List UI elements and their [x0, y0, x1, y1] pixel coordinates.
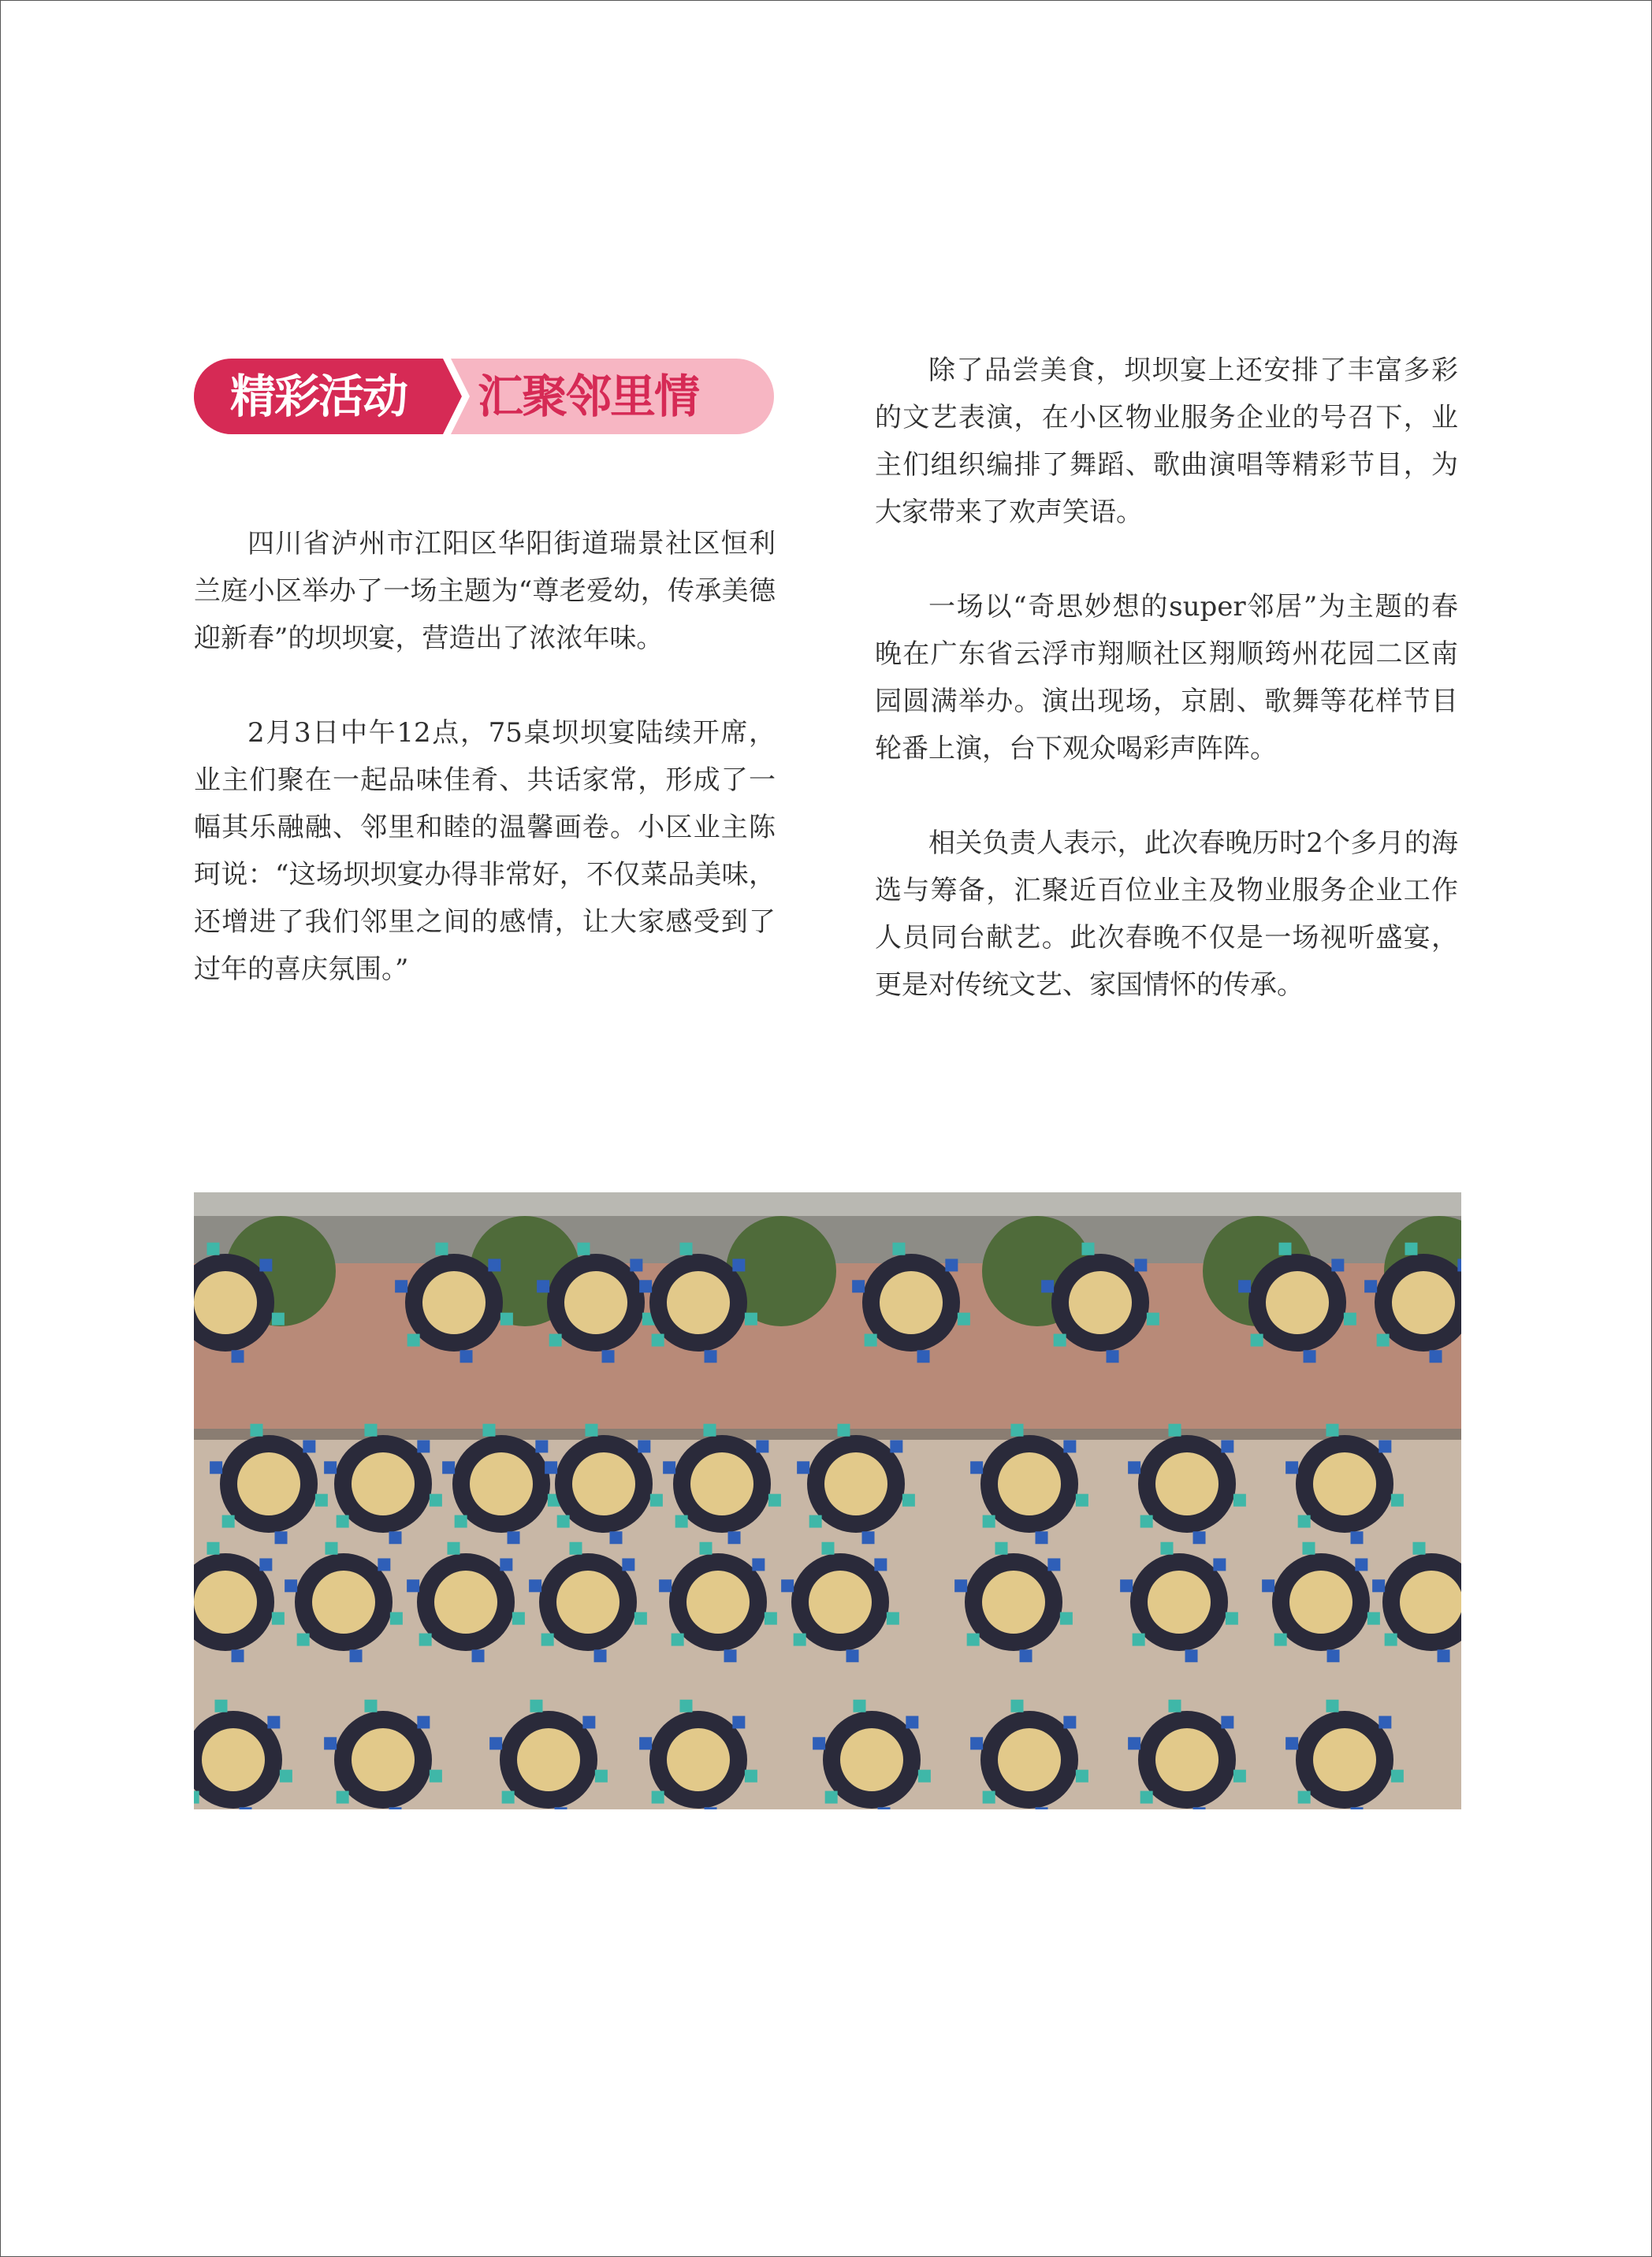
stool — [634, 1612, 647, 1625]
stool — [325, 1542, 337, 1555]
round-table — [556, 1571, 620, 1634]
stool — [324, 1461, 337, 1474]
stool — [705, 1807, 717, 1809]
stool — [250, 1424, 262, 1437]
stool — [675, 1515, 688, 1528]
paragraph: 四川省泸州市江阳区华阳街道瑞景社区恒利兰庭小区举办了一场主题为“尊老爱幼，传承美德迎新春”的坝坝宴，营造出了浓浓年味。 — [194, 528, 776, 654]
round-table — [880, 1271, 943, 1334]
stool — [846, 1649, 859, 1662]
stool — [622, 1558, 634, 1571]
round-table — [202, 1728, 265, 1791]
stool — [1020, 1649, 1032, 1662]
stool — [1304, 1350, 1316, 1363]
stool — [1251, 1334, 1263, 1347]
stool — [557, 1515, 570, 1528]
round-table — [824, 1452, 887, 1515]
round-table — [1313, 1452, 1376, 1515]
stool — [1193, 1531, 1206, 1544]
stool — [781, 1579, 794, 1592]
stool — [508, 1531, 520, 1544]
stool — [460, 1350, 473, 1363]
stool — [745, 1313, 757, 1326]
round-table — [194, 1271, 257, 1334]
stool — [1010, 1700, 1023, 1712]
stool — [1041, 1280, 1054, 1292]
stool — [502, 1791, 515, 1804]
stool — [1367, 1612, 1380, 1625]
stool — [699, 1542, 712, 1555]
stool — [1128, 1737, 1140, 1749]
stool — [983, 1791, 995, 1804]
stool — [1355, 1558, 1367, 1571]
stool — [650, 1494, 663, 1507]
stool — [652, 1791, 664, 1804]
stool — [954, 1579, 967, 1592]
stool — [745, 1770, 757, 1783]
stool — [545, 1461, 557, 1474]
stool — [214, 1700, 227, 1712]
stool — [419, 1634, 432, 1646]
stool — [639, 1280, 652, 1292]
stool — [703, 1424, 716, 1437]
round-table — [809, 1571, 872, 1634]
stool — [417, 1440, 430, 1452]
stool — [821, 1542, 834, 1555]
stool — [482, 1424, 495, 1437]
stool — [472, 1649, 485, 1662]
stool — [285, 1579, 297, 1592]
stool — [825, 1791, 838, 1804]
banquet-photo-illustration — [194, 1192, 1461, 1809]
stool — [447, 1542, 460, 1555]
stool — [1233, 1770, 1246, 1783]
wall-panel — [194, 1192, 1461, 1216]
stool — [594, 1649, 607, 1662]
stool — [1326, 1424, 1338, 1437]
stool — [892, 1243, 905, 1255]
stool — [1298, 1791, 1311, 1804]
stool — [1326, 1700, 1338, 1712]
stool — [275, 1531, 288, 1544]
round-table — [194, 1571, 257, 1634]
stool — [417, 1716, 430, 1728]
stool — [970, 1461, 983, 1474]
stool — [1379, 1440, 1391, 1452]
round-table — [1400, 1571, 1461, 1634]
stool — [887, 1612, 899, 1625]
round-table — [998, 1728, 1061, 1791]
stool — [1226, 1612, 1238, 1625]
stool — [853, 1700, 865, 1712]
stool — [1060, 1612, 1073, 1625]
stool — [1168, 1700, 1181, 1712]
round-table — [1155, 1452, 1219, 1515]
paragraph: 2月3日中午12点，75桌坝坝宴陆续开席，业主们聚在一起品味佳肴、共话家常，形成了一幅其乐融融、邻里和睦的温馨画卷。小区业主陈珂说：“这场坝坝宴办得非常好，不仅菜品美味，还增进了我们邻里之间的感情，让大家感受到了过年的喜庆氛围。” — [194, 717, 776, 985]
stool — [638, 1440, 650, 1452]
paragraph: 一场以“奇思妙想的super邻居”为主题的春晚在广东省云浮市翔顺社区翔顺筠州花园二区南园圆满举办。演出现场，京剧、歌舞等花样节目轮番上演，台下观众喝彩声阵阵。 — [875, 591, 1458, 764]
stool — [585, 1424, 597, 1437]
section-heading-banner — [194, 359, 774, 434]
stool — [852, 1280, 865, 1292]
stool — [1351, 1807, 1364, 1809]
stool — [1430, 1350, 1442, 1363]
stool — [983, 1515, 995, 1528]
stool — [1327, 1649, 1340, 1662]
stool — [1298, 1515, 1311, 1528]
stool — [917, 1350, 930, 1363]
stool — [430, 1494, 442, 1507]
round-table — [690, 1452, 753, 1515]
stool — [768, 1494, 781, 1507]
stool — [1147, 1313, 1159, 1326]
stool — [602, 1350, 615, 1363]
round-table — [312, 1571, 375, 1634]
stool — [1364, 1280, 1377, 1292]
stool — [350, 1649, 363, 1662]
stool — [1391, 1770, 1404, 1783]
stool — [315, 1494, 328, 1507]
stool — [194, 1791, 199, 1804]
paragraph: 相关负责人表示，此次春晚历时2个多月的海选与筹备，汇聚近百位业主及物业服务企业工作人员同台献艺。此次春晚不仅是一场视听盛宴，更是对传统文艺、家国情怀的传承。 — [875, 827, 1458, 1001]
stool — [1331, 1259, 1344, 1271]
stool — [1140, 1515, 1153, 1528]
stool — [995, 1542, 1007, 1555]
stool — [390, 1612, 403, 1625]
stool — [232, 1350, 244, 1363]
round-table — [1155, 1728, 1219, 1791]
round-table — [564, 1271, 627, 1334]
stool — [809, 1515, 822, 1528]
stool — [1457, 1259, 1461, 1271]
stool — [672, 1634, 684, 1646]
stool — [610, 1531, 623, 1544]
stool — [280, 1770, 292, 1783]
stool — [303, 1440, 315, 1452]
round-table — [352, 1452, 415, 1515]
stool — [1262, 1579, 1274, 1592]
stool — [1160, 1542, 1173, 1555]
stool — [537, 1280, 549, 1292]
stool — [529, 1579, 541, 1592]
left-text-column — [194, 520, 776, 1040]
stool — [455, 1515, 467, 1528]
stool — [1063, 1440, 1076, 1452]
stool — [442, 1461, 455, 1474]
stool — [1351, 1531, 1364, 1544]
stool — [1213, 1558, 1226, 1571]
round-table — [1266, 1271, 1329, 1334]
stool — [395, 1280, 407, 1292]
stool — [1036, 1531, 1048, 1544]
stool — [890, 1440, 902, 1452]
stool — [1120, 1579, 1133, 1592]
stool — [569, 1542, 582, 1555]
round-table — [1289, 1571, 1352, 1634]
stool — [874, 1558, 887, 1571]
round-table — [840, 1728, 903, 1791]
stool — [732, 1259, 745, 1271]
paragraph: 除了品尝美食，坝坝宴上还安排了丰富多彩的文艺表演，在小区物业服务企业的号召下，业主们组织编排了舞蹈、歌曲演唱等精彩节目，为大家带来了欢声笑语。 — [875, 355, 1458, 528]
stool — [970, 1737, 983, 1749]
stool — [1274, 1634, 1287, 1646]
stool — [794, 1634, 806, 1646]
stool — [240, 1807, 252, 1809]
round-table — [470, 1452, 533, 1515]
round-table — [572, 1452, 635, 1515]
stool — [1010, 1424, 1023, 1437]
stool — [1076, 1494, 1088, 1507]
round-table — [434, 1571, 497, 1634]
stool — [705, 1350, 717, 1363]
stool — [1221, 1716, 1233, 1728]
stool — [555, 1807, 567, 1809]
stool — [337, 1515, 349, 1528]
stool — [1238, 1280, 1251, 1292]
stool — [724, 1649, 737, 1662]
stool — [837, 1424, 850, 1437]
round-table — [998, 1452, 1061, 1515]
round-table — [422, 1271, 486, 1334]
stool — [902, 1494, 915, 1507]
round-table — [982, 1571, 1045, 1634]
heading-right-label: 汇聚邻里情 — [478, 370, 699, 423]
stool — [862, 1531, 875, 1544]
stool — [364, 1424, 377, 1437]
stool — [1185, 1649, 1198, 1662]
stool — [389, 1807, 402, 1809]
stool — [407, 1334, 420, 1347]
stool — [1168, 1424, 1181, 1437]
stool — [500, 1313, 513, 1326]
stool — [1438, 1649, 1450, 1662]
round-table — [1392, 1271, 1455, 1334]
stool — [906, 1716, 918, 1728]
stool — [1076, 1770, 1088, 1783]
round-table — [1313, 1728, 1376, 1791]
stool — [1140, 1791, 1153, 1804]
stool — [512, 1612, 525, 1625]
stool — [1278, 1243, 1291, 1255]
stool — [206, 1243, 219, 1255]
round-table — [352, 1728, 415, 1791]
stool — [878, 1807, 891, 1809]
stool — [435, 1243, 448, 1255]
stool — [535, 1440, 548, 1452]
stool — [1221, 1440, 1233, 1452]
stool — [679, 1700, 692, 1712]
round-table — [517, 1728, 580, 1791]
stool — [728, 1531, 741, 1544]
stool — [663, 1461, 675, 1474]
stool — [541, 1634, 554, 1646]
stool — [549, 1334, 562, 1347]
stool — [630, 1259, 642, 1271]
banquet-photo — [194, 1192, 1461, 1809]
heading-left-label: 精彩活动 — [230, 370, 407, 423]
stool — [1412, 1542, 1425, 1555]
stool — [1286, 1737, 1298, 1749]
stool — [1391, 1494, 1404, 1507]
stool — [272, 1313, 285, 1326]
stool — [1302, 1542, 1315, 1555]
stool — [752, 1558, 765, 1571]
stool — [813, 1737, 825, 1749]
stool — [1372, 1579, 1385, 1592]
stool — [389, 1531, 402, 1544]
stool — [1133, 1634, 1145, 1646]
stool — [259, 1259, 272, 1271]
stool — [222, 1515, 235, 1528]
stool — [652, 1334, 664, 1347]
stool — [679, 1243, 692, 1255]
stool — [1081, 1243, 1094, 1255]
stool — [1233, 1494, 1246, 1507]
stool — [756, 1440, 768, 1452]
stool — [577, 1243, 590, 1255]
stool — [530, 1700, 542, 1712]
stool — [639, 1737, 652, 1749]
stool — [232, 1649, 244, 1662]
stool — [1379, 1716, 1391, 1728]
stool — [364, 1700, 377, 1712]
stool — [765, 1612, 777, 1625]
stool — [324, 1737, 337, 1749]
stool — [337, 1791, 349, 1804]
stool — [297, 1634, 310, 1646]
stool — [1063, 1716, 1076, 1728]
stool — [500, 1558, 512, 1571]
stool — [1377, 1334, 1390, 1347]
stool — [595, 1770, 608, 1783]
stool — [489, 1737, 502, 1749]
stool — [1107, 1350, 1119, 1363]
stool — [1047, 1558, 1060, 1571]
stool — [582, 1716, 595, 1728]
round-table — [1148, 1571, 1211, 1634]
stool — [1036, 1807, 1048, 1809]
stool — [1405, 1243, 1417, 1255]
stool — [865, 1334, 877, 1347]
stool — [272, 1612, 285, 1625]
stool — [958, 1313, 970, 1326]
round-table — [667, 1271, 730, 1334]
stool — [430, 1770, 442, 1783]
stool — [210, 1461, 222, 1474]
stool — [967, 1634, 980, 1646]
stool — [206, 1542, 219, 1555]
stool — [378, 1558, 390, 1571]
round-table — [237, 1452, 300, 1515]
stool — [1385, 1634, 1397, 1646]
round-table — [1069, 1271, 1132, 1334]
stool — [1134, 1259, 1147, 1271]
round-table — [686, 1571, 750, 1634]
stool — [407, 1579, 419, 1592]
stool — [488, 1259, 500, 1271]
stool — [945, 1259, 958, 1271]
stool — [1193, 1807, 1206, 1809]
stool — [267, 1716, 280, 1728]
stool — [259, 1558, 272, 1571]
stool — [1054, 1334, 1066, 1347]
stool — [732, 1716, 745, 1728]
stool — [918, 1770, 931, 1783]
right-text-column — [875, 347, 1458, 1056]
round-table — [667, 1728, 730, 1791]
stool — [1128, 1461, 1140, 1474]
stool — [1344, 1313, 1356, 1326]
stool — [1286, 1461, 1298, 1474]
stool — [797, 1461, 809, 1474]
stool — [659, 1579, 672, 1592]
